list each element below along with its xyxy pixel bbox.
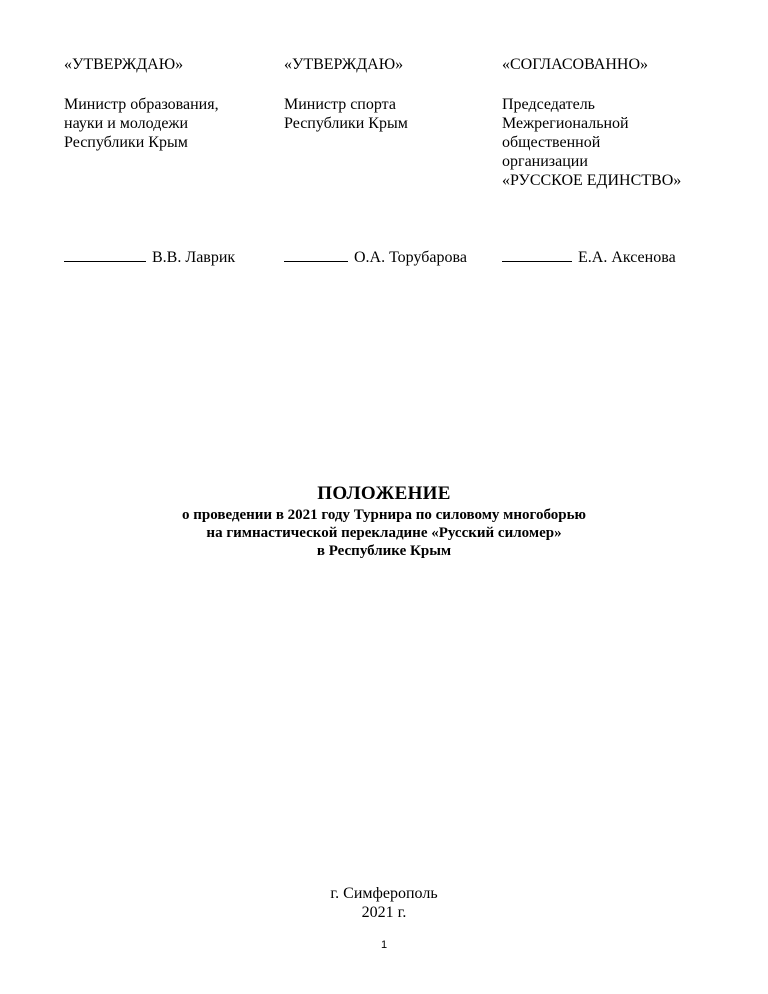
position-line: Межрегиональной <box>502 115 629 132</box>
signature-education <box>64 247 235 267</box>
approval-block-sport <box>284 55 494 133</box>
position-line: Министр образования, <box>64 96 219 113</box>
signature-line <box>64 247 146 262</box>
approval-header: «СОГЛАСОВАННО» <box>502 56 648 73</box>
footer-city: г. Симферополь <box>330 885 438 902</box>
position-line: Председатель <box>502 96 595 113</box>
footer-year: 2021 г. <box>361 904 407 921</box>
document-title: ПОЛОЖЕНИЕ <box>317 483 451 504</box>
signer-name: В.В. Лаврик <box>152 249 236 266</box>
document-subtitle-line: о проведении в 2021 году Турнира по силовому многоборью <box>181 507 587 523</box>
position-line: организации <box>502 153 588 170</box>
page-number: 1 <box>380 939 388 951</box>
signer-name: О.А. Торубарова <box>354 249 467 266</box>
position-line: Республики Крым <box>284 115 408 132</box>
signer-name: Е.А. Аксенова <box>578 249 676 266</box>
position-line: Министр спорта <box>284 96 396 113</box>
signature-line <box>284 247 348 262</box>
approval-block-education <box>64 55 274 152</box>
position-line: общественной <box>502 134 601 151</box>
signature-line <box>502 247 572 262</box>
position-line: «РУССКОЕ ЕДИНСТВО» <box>502 172 682 189</box>
document-footer <box>0 884 768 922</box>
document-subtitle-line: в Республике Крым <box>316 543 452 559</box>
approval-block-organization <box>502 55 742 190</box>
position-line: науки и молодежи <box>64 115 189 132</box>
approval-header: «УТВЕРЖДАЮ» <box>64 56 184 73</box>
position-line: Республики Крым <box>64 134 188 151</box>
signature-organization <box>502 247 676 267</box>
document-title-block <box>0 482 768 560</box>
document-subtitle-line: на гимнастической перекладине «Русский силомер» <box>206 525 562 541</box>
approval-header: «УТВЕРЖДАЮ» <box>284 56 404 73</box>
signature-sport <box>284 247 467 267</box>
